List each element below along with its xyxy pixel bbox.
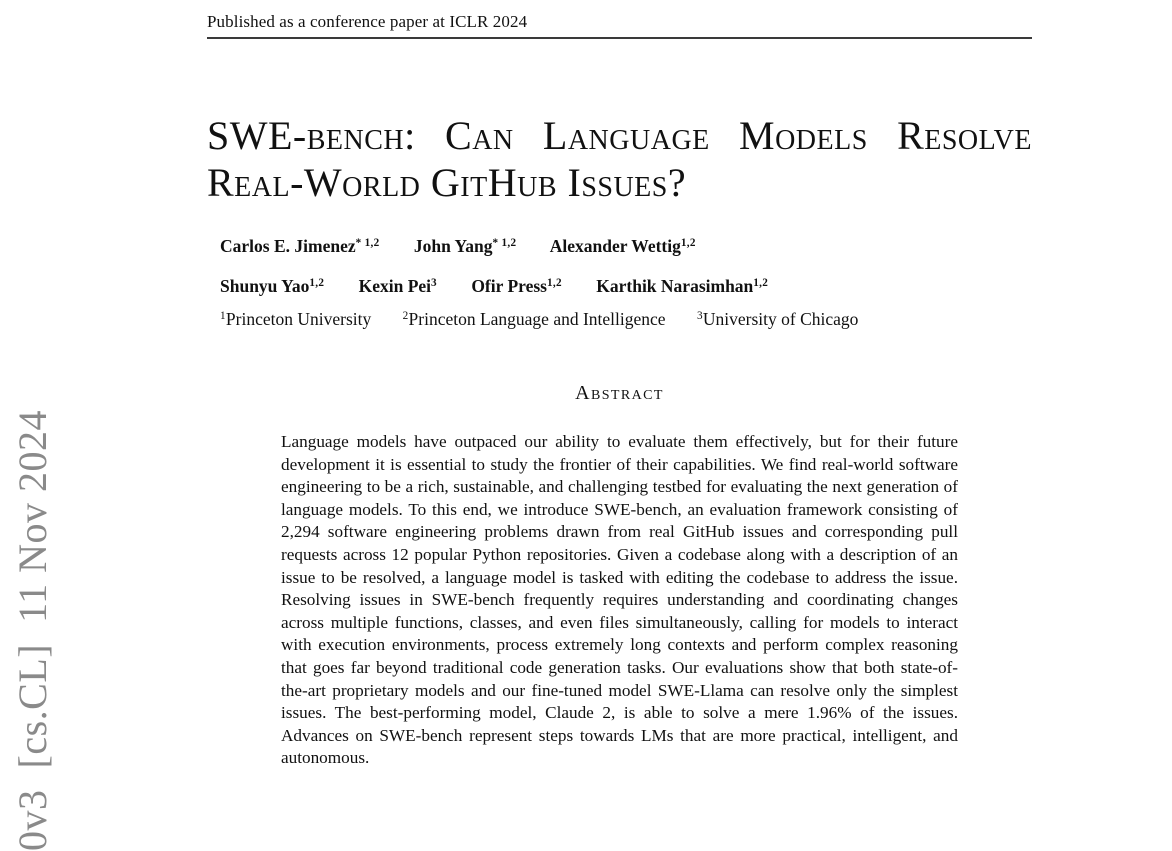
author-alexander-wettig <box>550 236 696 256</box>
author-name: John Yang <box>413 236 493 256</box>
author-block <box>220 235 768 315</box>
header-divider-rule <box>207 37 1032 39</box>
affiliation-university-of-chicago <box>697 309 858 329</box>
author-affiliation-marker: * 1,2 <box>355 236 380 249</box>
affiliation-princeton-university <box>220 309 371 329</box>
conference-header: Published as a conference paper at ICLR 2024 <box>207 12 528 31</box>
paper-title <box>207 112 1032 206</box>
author-row-2 <box>220 275 768 300</box>
affiliation-number: 3 <box>696 309 703 322</box>
author-ofir-press <box>471 276 562 296</box>
abstract-heading: Abstract <box>575 382 664 404</box>
author-name: Alexander Wettig <box>549 236 681 256</box>
author-name: Kexin Pei <box>358 276 432 296</box>
affiliation-princeton-language-intelligence <box>403 309 666 329</box>
abstract-text: Language models have outpaced our ability to evaluate them effectively, but for their future development it is essential to study the frontier of their capabilities. We find real-world software engineering to be a rich, sustainable, and challenging testbed for evaluating the next generation of language models. To this end, we introduce SWE-bench, an evaluation framework consisting of 2,294 software engineering problems drawn from real GitHub issues and corresponding pull requests across 12 popular Python repositories. Given a codebase along with a description of an issue to be resolved, a language model is tasked with editing the codebase to address the issue. Resolving issues in SWE-bench frequently requires understanding and coordinating changes across multiple functions, classes, and even files simultaneously, calling for models to interact with execution environments, process extremely long contexts and perform complex reasoning that goes far beyond traditional code generation tasks. Our evaluations show that both state-of-the-art proprietary models and our fine-tuned model SWE-Llama can resolve only the simplest issues. The best-performing model, Claude 2, is able to solve a mere 1.96% of the issues. Advances on SWE-bench represent steps towards LMs that are more practical, intelligent, and autonomous. <box>281 432 958 768</box>
author-affiliation-marker: 1,2 <box>309 276 325 289</box>
author-karthik-narasimhan <box>596 276 768 296</box>
affiliation-number: 2 <box>402 309 409 322</box>
affiliation-number: 1 <box>220 309 226 322</box>
author-affiliation-marker: 1,2 <box>680 236 696 249</box>
paper-title-line-2: Real-World GitHub Issues? <box>207 160 687 205</box>
author-affiliation-marker: 1,2 <box>753 276 769 289</box>
author-john-yang <box>414 236 517 256</box>
affiliation-name: Princeton Language and Intelligence <box>408 309 666 329</box>
affiliation-name: Princeton University <box>225 309 372 329</box>
author-row-1 <box>220 235 768 260</box>
author-affiliation-marker: 3 <box>431 276 437 289</box>
author-affiliation-marker: 1,2 <box>546 276 562 289</box>
paper-title-line-1: SWE-bench: Can Language Models Resolve <box>207 113 1032 158</box>
author-affiliation-marker: * 1,2 <box>492 236 517 249</box>
affiliation-block <box>220 309 858 330</box>
author-name: Ofir Press <box>471 276 547 296</box>
author-name: Carlos E. Jimenez <box>220 236 356 256</box>
author-name: Karthik Narasimhan <box>596 276 754 296</box>
author-carlos-jimenez <box>220 236 379 256</box>
author-shunyu-yao <box>220 276 324 296</box>
author-kexin-pei <box>359 276 437 296</box>
author-name: Shunyu Yao <box>220 276 310 296</box>
affiliation-name: University of Chicago <box>702 309 859 329</box>
arxiv-watermark: 0v3 [cs.CL] 11 Nov 2024 <box>10 410 55 851</box>
